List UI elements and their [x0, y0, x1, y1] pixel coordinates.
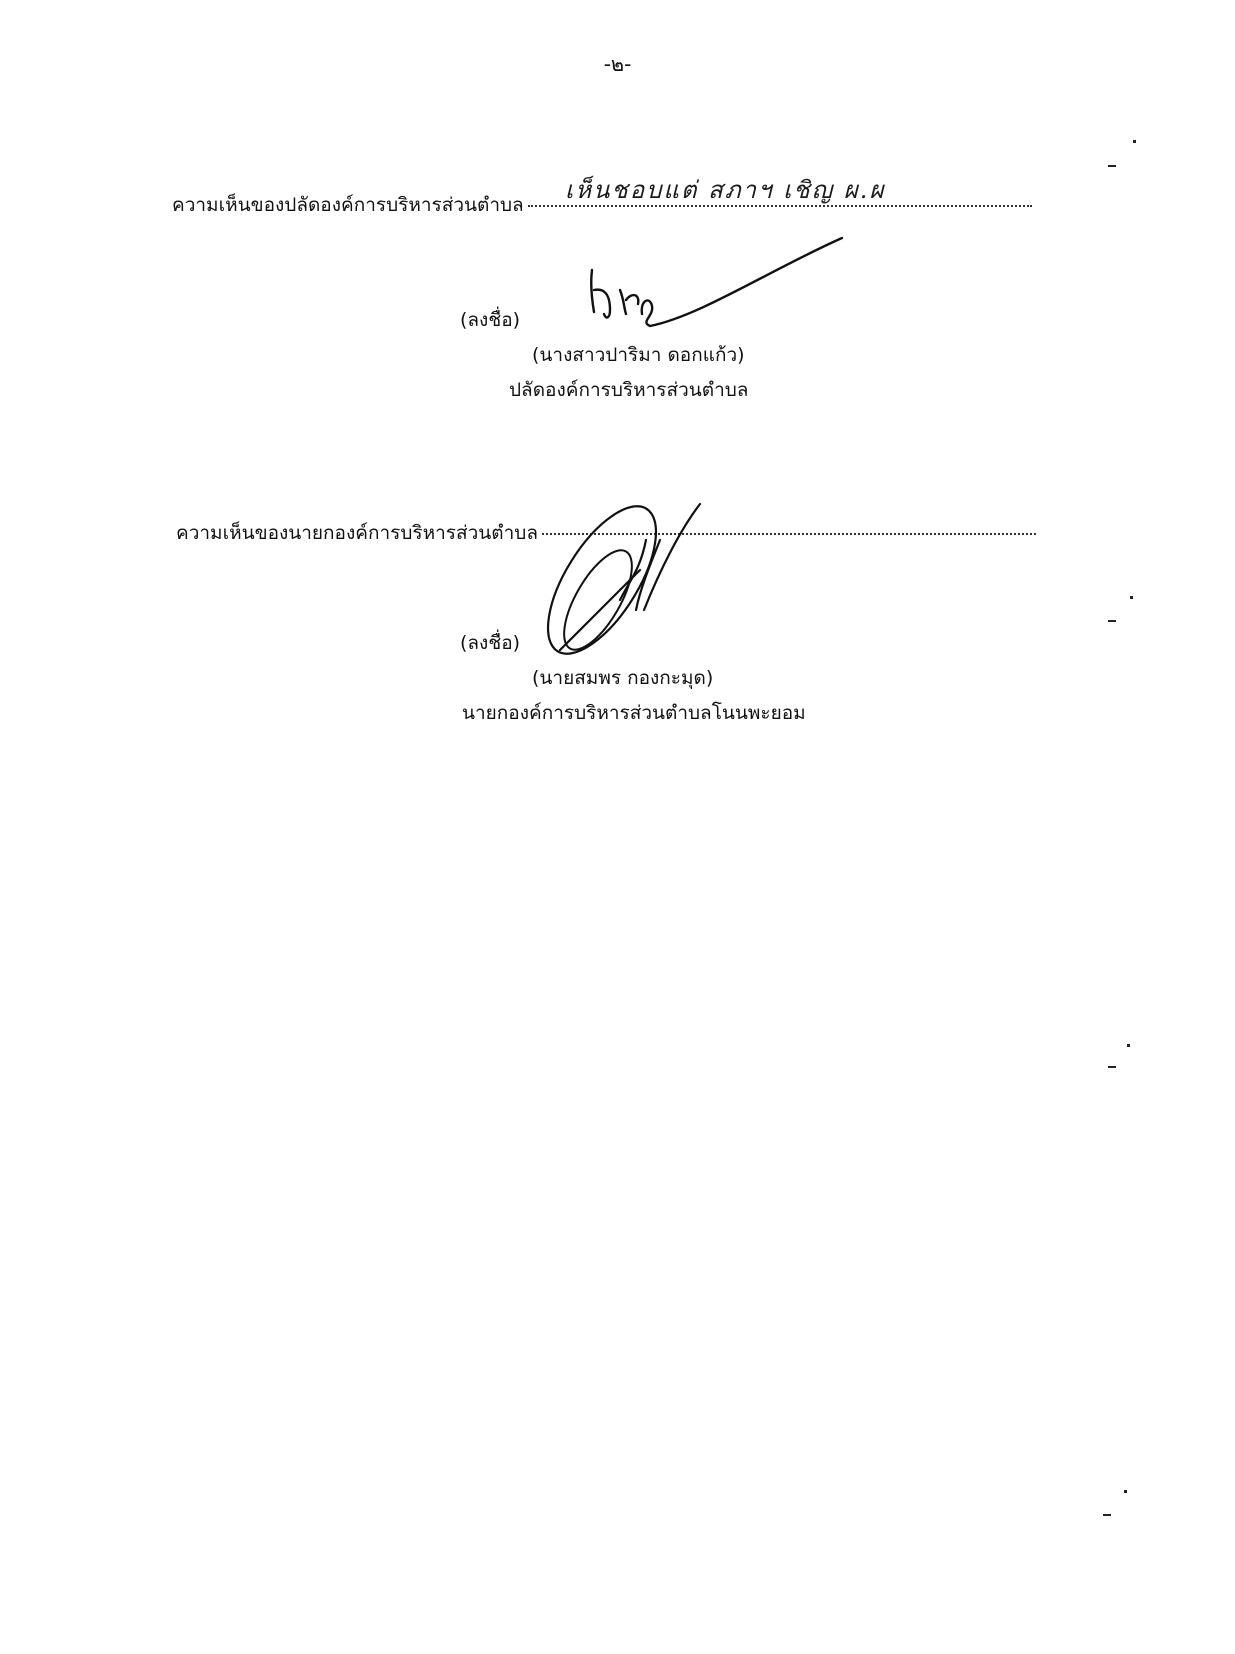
scan-mark — [1108, 1066, 1116, 1068]
page-number: -๒- — [603, 52, 632, 76]
secretary-signature — [580, 230, 850, 330]
scan-mark — [1103, 1514, 1111, 1516]
scan-mark — [1127, 1044, 1130, 1047]
secretary-handwritten-opinion: เห็นชอบแต่ สภาฯ เชิญ ผ.ผ — [565, 176, 886, 204]
mayor-opinion-label: ความเห็นของนายกองค์การบริหารส่วนตำบล — [176, 522, 538, 544]
mayor-signature — [540, 500, 740, 680]
scan-mark — [1124, 1490, 1127, 1493]
scan-mark — [1108, 620, 1116, 622]
secretary-position: ปลัดองค์การบริหารส่วนตำบล — [509, 379, 749, 401]
scan-mark — [1108, 165, 1116, 167]
secretary-sign-label: (ลงชื่อ) — [460, 309, 521, 331]
scan-mark — [1130, 596, 1133, 599]
mayor-position: นายกองค์การบริหารส่วนตำบลโนนพะยอม — [462, 702, 806, 724]
secretary-name: (นางสาวปาริมา ดอกแก้ว) — [532, 344, 745, 366]
mayor-name: (นายสมพร กองกะมุด) — [532, 667, 714, 689]
mayor-sign-label: (ลงชื่อ) — [460, 632, 521, 654]
secretary-opinion-label: ความเห็นของปลัดองค์การบริหารส่วนตำบล — [172, 194, 524, 216]
scan-mark — [1133, 140, 1136, 143]
